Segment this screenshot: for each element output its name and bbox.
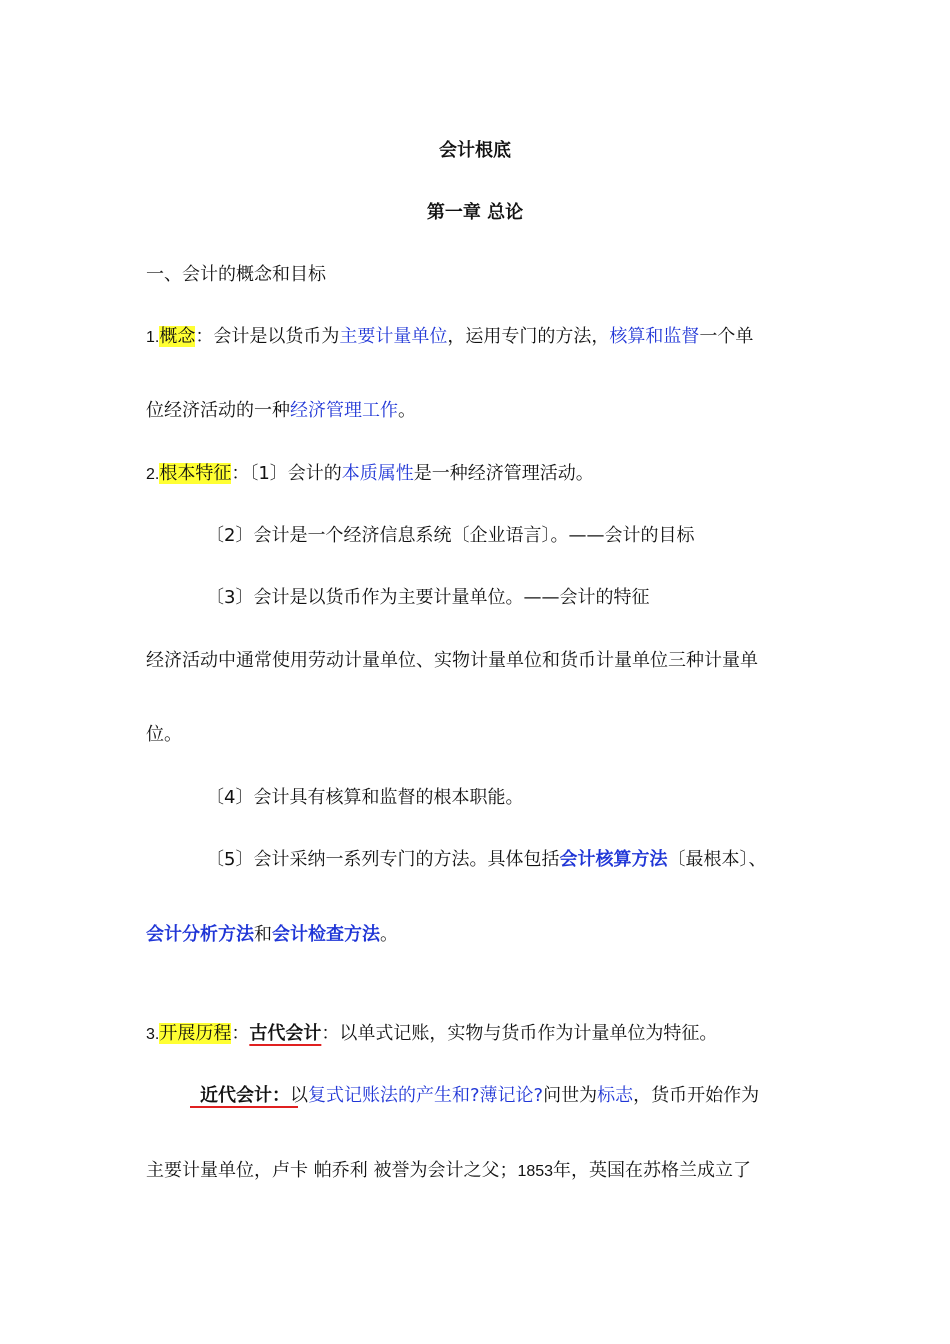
text-run: ：〔1〕会计的	[231, 463, 342, 484]
text-run: ：	[231, 1023, 250, 1044]
year: 1853	[517, 1163, 554, 1180]
paragraph-concept	[146, 324, 826, 351]
item-number: 1.	[146, 329, 160, 346]
feature-note-cont: 位。	[146, 724, 182, 745]
text-run: 主要计量单位，卢卡 帕乔利 被誉为会计之父；	[146, 1160, 518, 1181]
text-run: 〔5〕会计采纳一系列专门的方法。具体包括	[206, 849, 560, 870]
text-run: ：会计是以货币为	[195, 326, 340, 347]
paragraph-history	[146, 1021, 826, 1048]
blue-term: 主要计量单位	[339, 326, 448, 347]
paragraph-features	[146, 461, 826, 488]
text-run: 〔最根本〕、	[667, 849, 767, 870]
bold-blue-term: 会计分析方法	[146, 924, 254, 945]
document-title: 会计根底	[439, 140, 511, 161]
text-run: 以	[290, 1085, 308, 1106]
text-run: 和	[254, 924, 272, 945]
paragraph-concept-cont	[146, 398, 826, 424]
feature-item-3: 〔3〕会计是以货币作为主要计量单位。——会计的特征	[206, 587, 650, 608]
section-heading: 一、会计的概念和目标	[146, 264, 326, 285]
text-run: 一个单	[699, 326, 754, 347]
feature-note: 经济活动中通常使用劳动计量单位、实物计量单位和货币计量单位三种计量单	[146, 650, 758, 671]
modern-accounting-line	[200, 1083, 880, 1109]
blue-term: 本质属性	[341, 463, 414, 484]
modern-accounting-cont	[146, 1158, 826, 1185]
item-number: 2.	[146, 466, 160, 483]
text-run: 是一种经济管理活动。	[413, 463, 594, 484]
underlined-term: 古代会计	[249, 1023, 322, 1044]
text-run: 。	[380, 924, 398, 945]
red-underline-mark	[190, 1106, 298, 1108]
blue-term: 复式记账法的产生和?薄记论?	[308, 1085, 544, 1106]
feature-item-4: 〔4〕会计具有核算和监督的根本职能。	[206, 787, 524, 808]
chapter-heading: 第一章 总论	[426, 202, 524, 223]
blue-term: 标志	[597, 1085, 634, 1106]
text-run: ，运用专门的方法，	[447, 326, 610, 347]
text-run: 位经济活动的一种	[146, 400, 290, 421]
feature-item-5	[206, 847, 886, 873]
text-run: ：以单式记账，实物与货币作为计量单位为特征。	[321, 1023, 718, 1044]
text-run: 。	[398, 400, 416, 421]
blue-term: 经济管理工作	[290, 400, 398, 421]
bold-term: 近代会计：	[200, 1085, 290, 1106]
text-run: ，货币开始作为	[633, 1085, 760, 1106]
bold-blue-term: 会计核算方法	[559, 849, 668, 870]
text-run: 年，英国在苏格兰成立了	[553, 1160, 752, 1181]
feature-item-2: 〔2〕会计是一个经济信息系统〔企业语言〕。——会计的目标	[206, 525, 695, 546]
highlighted-term: 概念	[159, 326, 196, 347]
bold-blue-term: 会计检查方法	[272, 924, 380, 945]
blue-term: 核算和监督	[609, 326, 700, 347]
highlighted-term: 根本特征	[159, 463, 232, 484]
item-number: 3.	[146, 1026, 160, 1043]
feature-item-5-cont	[146, 922, 826, 948]
highlighted-term: 开展历程	[159, 1023, 232, 1044]
text-run: 问世为	[543, 1085, 598, 1106]
